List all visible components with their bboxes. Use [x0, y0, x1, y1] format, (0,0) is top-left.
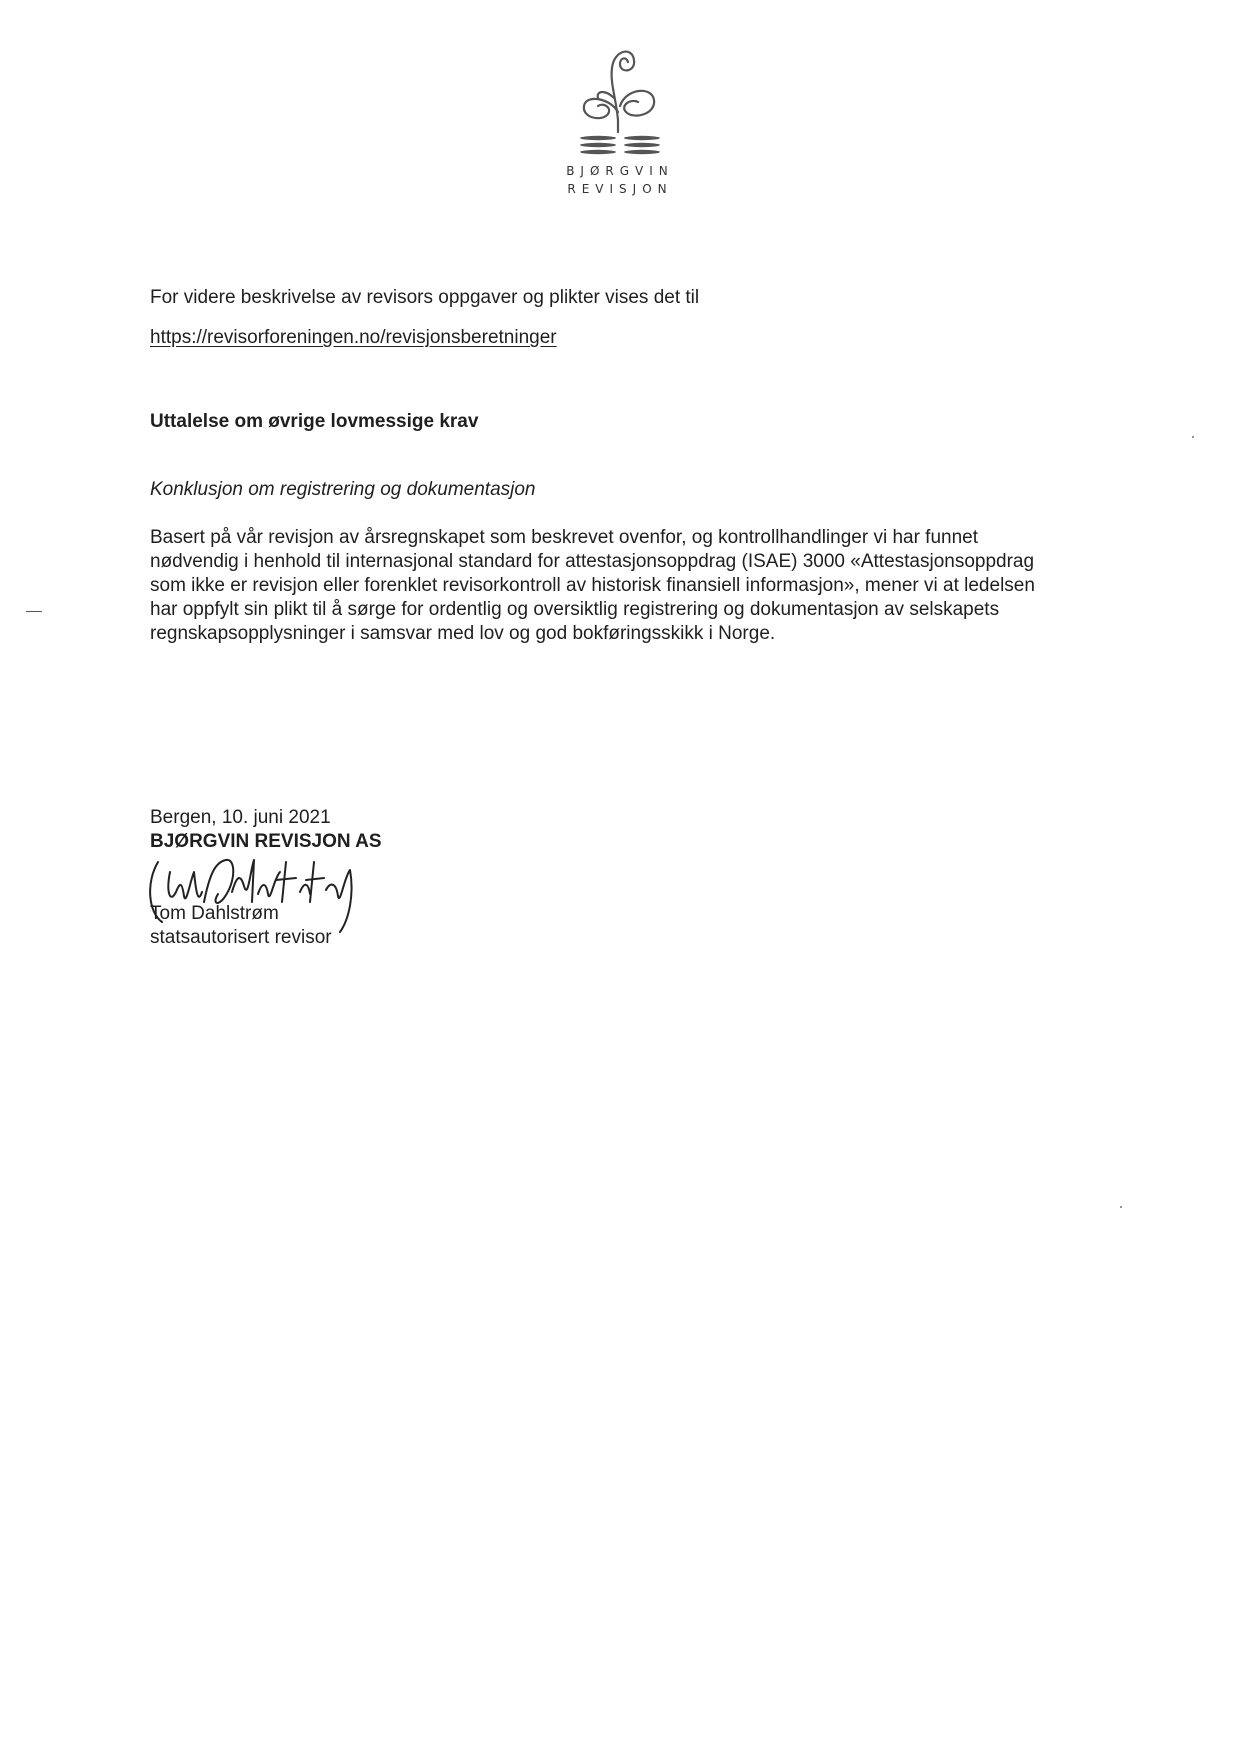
section-subheading: Konklusjon om registrering og dokumentasjon — [150, 479, 536, 500]
logo-name-line-2: REVISJON — [567, 182, 673, 196]
paragraph-line: har oppfylt sin plikt til å sørge for ordentlig og oversiktlig registrering og dokumentasjon av selskapets — [150, 599, 1000, 620]
paragraph-line: som ikke er revisjon eller forenklet revisorkontroll av historisk finansiell informasjon», mener vi at ledelsen — [150, 575, 1035, 596]
scan-speck — [1120, 1206, 1122, 1208]
section-heading: Uttalelse om øvrige lovmessige krav — [150, 411, 479, 432]
company-name: BJØRGVIN REVISJON AS — [150, 831, 382, 852]
company-logo — [560, 28, 680, 208]
logo-name-line-1: BJØRGVIN — [566, 164, 674, 178]
conclusion-paragraph — [150, 526, 1110, 646]
place-and-date: Bergen, 10. juni 2021 — [150, 807, 331, 828]
intro-text: For videre beskrivelse av revisors oppgaver og plikter vises det til — [150, 287, 700, 308]
paragraph-line: Basert på vår revisjon av årsregnskapet som beskrevet ovenfor, og kontrollhandlinger vi har funnet — [150, 527, 979, 548]
signer-name: Tom Dahlstrøm — [150, 903, 279, 924]
paragraph-line: regnskapsopplysninger i samsvar med lov og god bokføringsskikk i Norge. — [150, 623, 776, 644]
plant-sprout-icon — [560, 28, 680, 158]
margin-mark — [26, 611, 42, 612]
paragraph-line: nødvendig i henhold til internasjonal standard for attestasjonsoppdrag (ISAE) 3000 «Attestasjonsoppdrag — [150, 551, 1035, 572]
reference-link[interactable]: https://revisorforeningen.no/revisjonsberetninger — [150, 327, 557, 348]
scan-speck — [1192, 436, 1194, 438]
signer-title: statsautorisert revisor — [150, 927, 332, 948]
